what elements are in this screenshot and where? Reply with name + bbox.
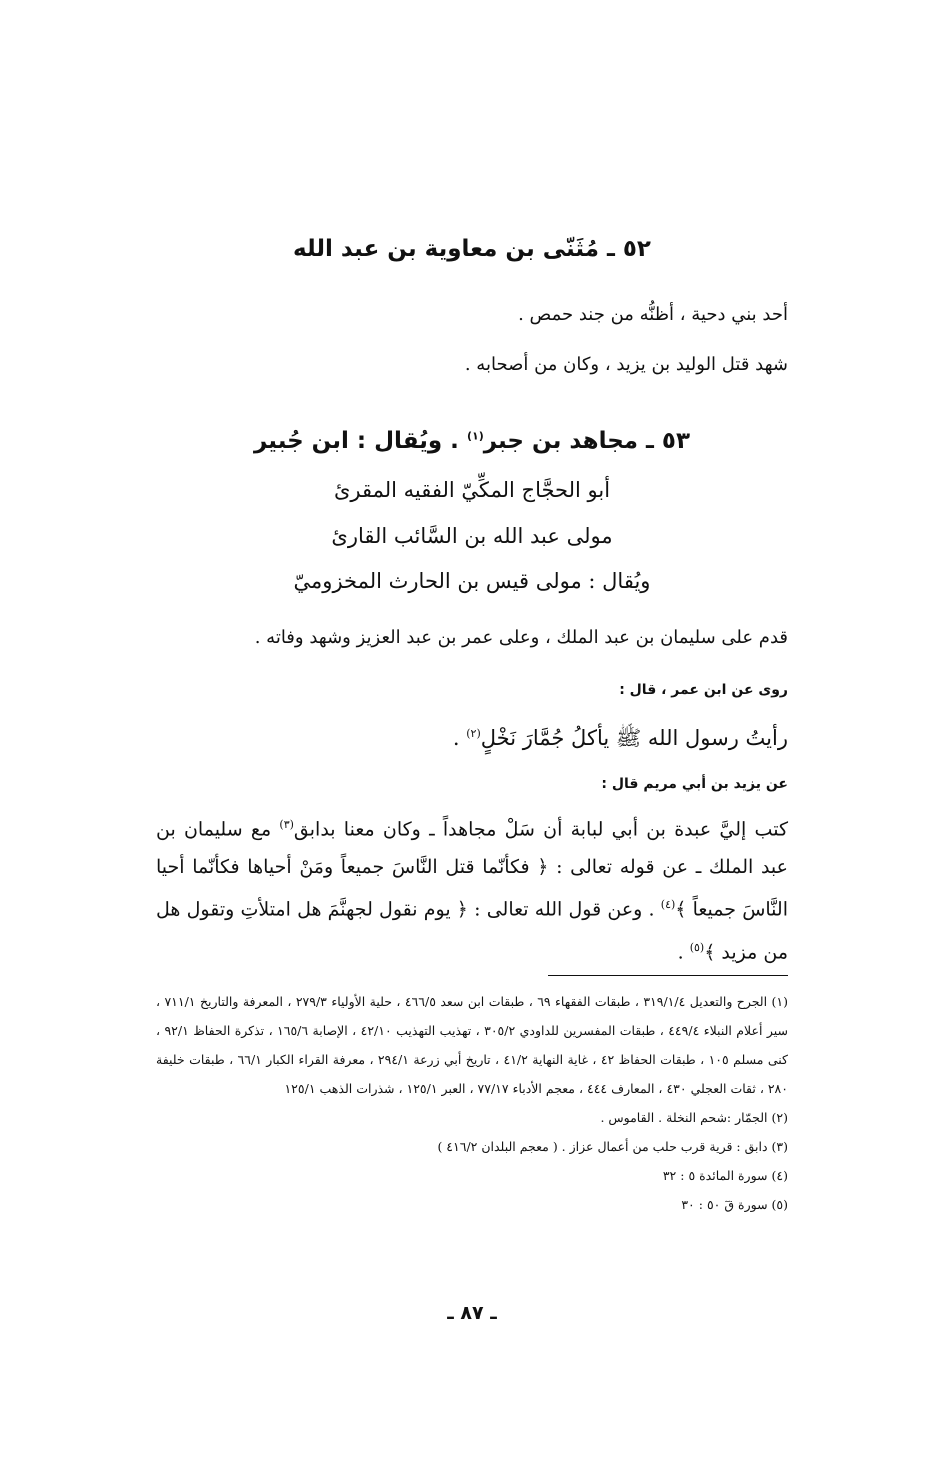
footnote-ref-2: (٢) (466, 727, 481, 740)
page-number-text: ـ ٨٧ ـ (447, 1302, 497, 1324)
narration-1-label (156, 682, 788, 698)
entry-53-visit-text: قدم على سليمان بن عبد الملك ، وعلى عمر بن عبد العزيز وشهد وفاته . (254, 627, 788, 648)
footnotes (156, 987, 788, 1219)
narration-2-part-1: كتب إليَّ عبدة بن أبي لبابة أن سَلْ مجاهداً ـ وكان معنا بدابق (293, 818, 788, 841)
narration-1-label-text: روى عن ابن عمر ، قال : (619, 682, 788, 698)
narration-1-end: . (452, 726, 467, 750)
footnote-1: (١) الجرح والتعديل ٣١٩/١/٤ ، طبقات الفقهاء ٦٩ ، طبقات ابن سعد ٤٦٦/٥ ، حلية الأولياء ٢٧٩/٣ ، المعرفة والتاريخ ٧١١/١ ، سير أعلام النبلاء ٤٤٩/٤ ، طبقات المفسرين للداودي ٣٠٥/٢ ، تهذيب التهذيب ٤٢/١٠ ، الإصابة ١٦٥/٦ ، تذكرة الحفاظ ٩٢/١ ، كنى مسلم ١٠٥ ، طبقات الحفاظ ٤٢ ، غاية النهاية ٤١/٢ ، تاريخ أبي زرعة ٢٩٤/١ ، معرفة القراء الكبار ٦٦/١ ، طبقات خليفة ٢٨٠ ، ثقات العجلي ٤٣٠ ، المعارف ٤٤٤ ، معجم الأدباء ٧٧/١٧ ، العبر ١٢٥/١ ، شذرات الذهب ١٢٥/١ (156, 994, 788, 1096)
entry-52-line-2 (156, 342, 788, 388)
footnote-separator (548, 975, 788, 976)
footnote-2: (٢) الجمّار :شحم النخلة . القاموس . (600, 1110, 788, 1125)
entry-52-line-1-text: أحد بني دحية ، أظنُّه من جند حمص . (518, 304, 788, 325)
narration-2-paragraph (156, 806, 788, 971)
footnote-ref-4: (٤) (660, 898, 676, 912)
footnote-ref-5: (٥) (689, 940, 705, 954)
narration-1-text (156, 714, 788, 758)
entry-53-visit (156, 615, 788, 661)
entry-53-subtitle-3-text: ويُقال : مولى قيس بن الحارث المخزوميّ (293, 569, 651, 593)
entry-53-title (156, 428, 788, 454)
entry-53-subtitle-3 (156, 561, 788, 601)
entry-52-line-1 (156, 292, 788, 338)
footnote-ref-3: (٣) (279, 818, 294, 831)
entry-53-subtitle-1-text: أبو الحجَّاج المكِّيّ الفقيه المقرئ (333, 478, 611, 502)
narration-2-part-3: . وعن قول الله تعالى : ﴿ يوم نقول لجهنَّمَ هل امتلأتِ وتقول هل من مزيد ﴾ (156, 898, 788, 963)
entry-52-title-text: ٥٢ ـ مُثَنّى بن معاوية بن عبد الله (293, 236, 651, 262)
footnote-4: (٤) سورة المائدة ٥ : ٣٢ (662, 1168, 788, 1183)
footnote-5: (٥) سورة قٓ ٥٠ : ٣٠ (681, 1197, 788, 1212)
footnote-3: (٣) دابق : قرية قرب حلب من أعمال عزاز . ( معجم البلدان ٤١٦/٢ ) (437, 1139, 788, 1154)
narration-2-part-2: مع سليمان بن عبد الملك ـ عن قوله تعالى : ﴿ فكأنّما قتل النَّاسَ جميعاً ومَنْ أحياها فكأنّما أحيا النَّاسَ جميعاً ﴾ (156, 818, 788, 921)
narration-2-label-text: عن يزيد بن أبي مريم قال : (601, 776, 788, 792)
entry-53-title-main: ٥٣ ـ مجاهد بن جبر (483, 428, 690, 454)
entry-53-title-rest: . ويُقال : ابن جُبير (254, 428, 467, 454)
entry-53-subtitle-2-text: مولى عبد الله بن السَّائب القارئ (331, 524, 613, 548)
entry-52-title (156, 236, 788, 262)
narration-1-body: رأيتُ رسول الله ﷺ يأكلُ جُمَّارَ نَخْلٍ (480, 726, 788, 750)
page-number (0, 1302, 944, 1324)
entry-53-subtitle-2 (156, 516, 788, 556)
entry-53-subtitle-1 (156, 470, 788, 510)
narration-2-end: . (677, 940, 690, 963)
footnote-ref-1: (١) (466, 429, 484, 443)
narration-2-label (156, 776, 788, 792)
entry-52-line-2-text: شهد قتل الوليد بن يزيد ، وكان من أصحابه . (464, 354, 788, 375)
